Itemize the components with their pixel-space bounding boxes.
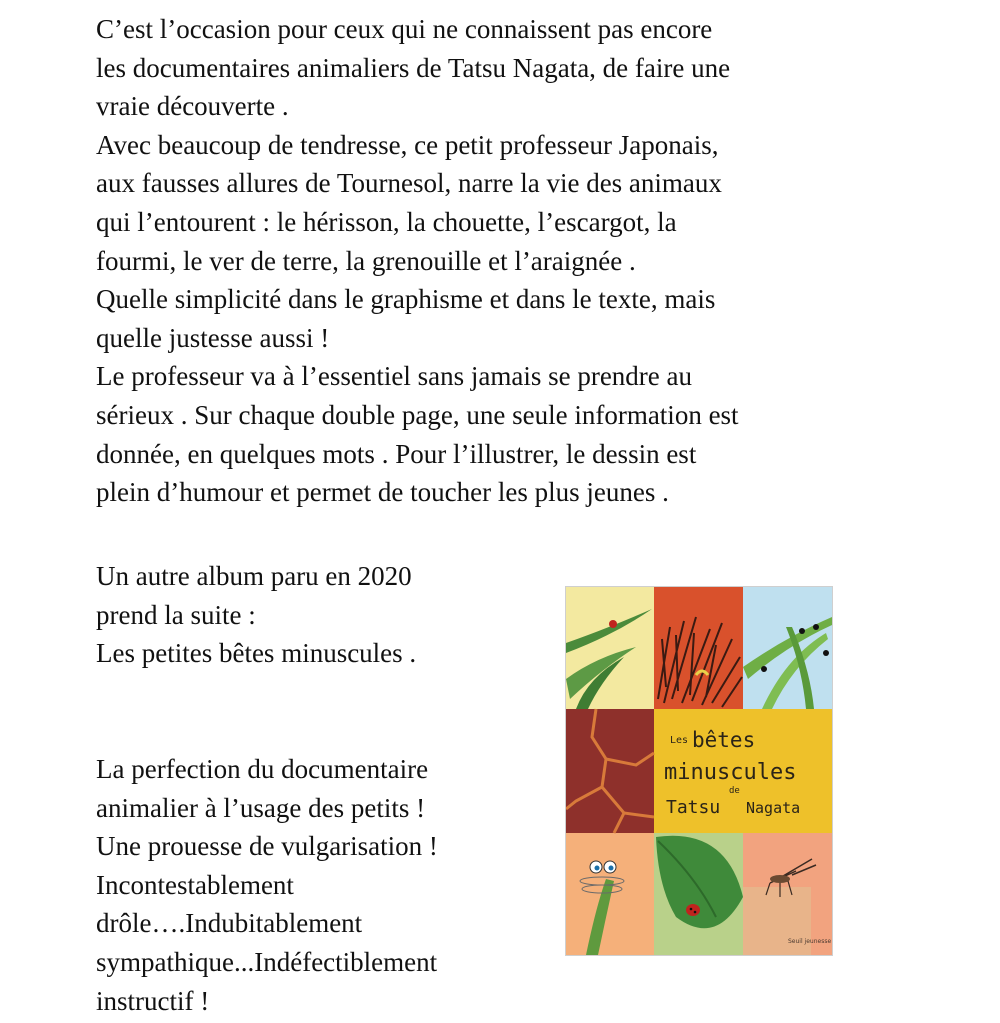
text-line: Un autre album paru en 2020 <box>96 561 412 591</box>
text-line: Incontestablement <box>96 869 294 900</box>
text-line: Une prouesse de vulgarisation ! <box>96 831 438 862</box>
cover-publisher: Seuil jeunesse <box>788 938 832 945</box>
text-line: C’est l’occasion pour ceux qui ne connaissent pas encore <box>96 14 713 44</box>
paragraph-praise <box>96 750 438 1020</box>
paragraph-sequel <box>96 557 416 673</box>
text-line: animalier à l’usage des petits ! <box>96 792 426 823</box>
cover-title-minuscules: minuscules <box>664 760 797 785</box>
text-line: Les petites bêtes minuscules . <box>96 638 417 669</box>
text-line: Quelle simplicité dans le graphisme et dans le texte, mais <box>96 284 716 315</box>
text-line: Avec beaucoup de tendresse, ce petit professeur Japonais, <box>96 129 719 160</box>
text-line: Le professeur va à l’essentiel sans jamais se prendre au <box>96 361 693 392</box>
text-line: instructif ! <box>96 985 210 1016</box>
text-line: quelle justesse aussi ! <box>96 322 330 353</box>
cover-author-last: Nagata <box>746 799 801 817</box>
paragraph-intro <box>96 10 739 512</box>
text-line: sympathique...Indéfectiblement <box>96 946 438 977</box>
cover-author-first: Tatsu <box>666 797 721 818</box>
cover-title-betes: bêtes <box>692 728 756 752</box>
text-line: donnée, en quelques mots . Pour l’illustrer, le dessin est <box>96 438 697 469</box>
cover-title-les: Les <box>670 735 689 746</box>
text-line: plein d’humour et permet de toucher les plus jeunes . <box>96 477 669 508</box>
text-line: fourmi, le ver de terre, la grenouille et l’araignée . <box>96 245 636 276</box>
text-line: sérieux . Sur chaque double page, une seule information est <box>96 399 739 430</box>
text-line: aux fausses allures de Tournesol, narre la vie des animaux <box>96 168 722 199</box>
text-line: qui l’entourent : le hérisson, la chouette, l’escargot, la <box>96 206 677 237</box>
text-line: les documentaires animaliers de Tatsu Nagata, de faire une <box>96 52 731 83</box>
book-cover-image <box>565 586 833 956</box>
cover-title-de: de <box>729 786 740 796</box>
text-line: drôle….Indubitablement <box>96 908 363 939</box>
text-line: vraie découverte . <box>96 91 289 122</box>
text-line: prend la suite : <box>96 599 256 630</box>
cover-tile-yellow <box>566 587 654 709</box>
text-line: La perfection du documentaire <box>96 754 429 784</box>
